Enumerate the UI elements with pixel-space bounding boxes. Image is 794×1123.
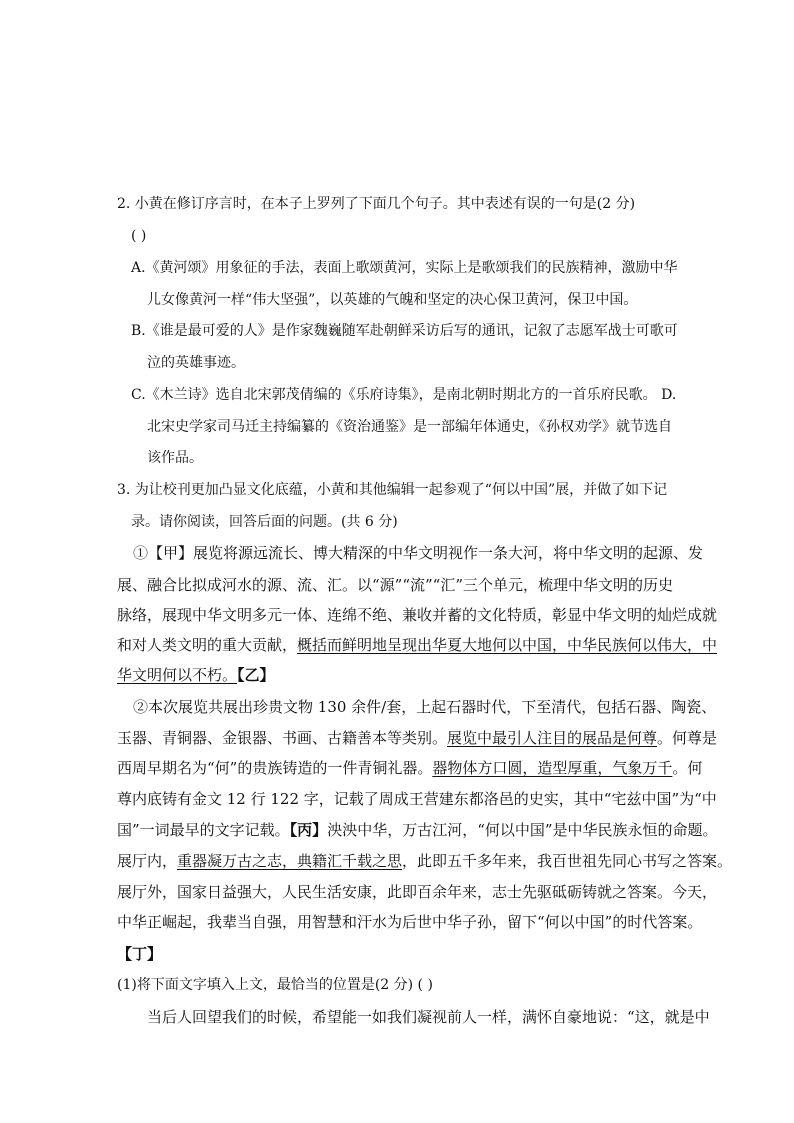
marker-bing: 【丙】 [289,821,328,839]
passage-p2-line-6 [117,851,732,871]
quote-sentence: 当后人回望我们的时候，希望能一如我们凝视前人一样，满怀自豪地说：“这，就是中 [147,1008,710,1026]
underlined-sentence-3: 器物体方口圆，造型厚重，气象万千 [432,759,673,777]
marker-ding: 【丁】 [117,945,163,963]
passage-p2-line-2 [117,728,717,748]
option-c-line-1: C.《木兰诗》选自北宋郭茂倩编的《乐府诗集》，是南北朝时期北方的一首乐府民歌。 D. [131,387,677,403]
passage-p2-line-5-text: 国”一词最早的文字记载。 [117,821,290,839]
passage-p2-line-3-tail: 。何 [672,759,703,777]
passage-p2-line-5 [117,820,718,840]
question-2-stem: 2. 小黄在修订序言时，在本子上罗列了下面几个句子。其中表述有误的一句是(2 分) [117,196,636,212]
question-3-stem-line-1: 3. 为让校刊更加凸显文化底蕴，小黄和其他编辑一起参观了“何以中国”展，并做了如下记 [117,482,668,498]
passage-p2-line-7: 展厅外，国家日益强大，人民生活安康，此即百余年来，志士先驱砥砺铸就之答案。今天， [117,883,718,901]
question-3-stem-line-2: 录。请你阅读，回答后面的问题。(共 6 分) [131,514,398,530]
passage-p2-line-2-tail: 。何尊是 [657,729,718,747]
passage-p1-line-4 [117,635,717,655]
passage-p2-line-3 [117,758,702,778]
passage-p1-line-1: ①【甲】展览将源远流长、博大精深的中华文明视作一条大河，将中华文明的起源、发 [133,544,704,562]
passage-p2-line-6-text: 展厅内， [117,852,178,870]
passage-p1-line-2: 展、融合比拟成河水的源、流、汇。以“源”“流”“汇”三个单元，梳理中华文明的历史 [117,576,674,594]
underlined-sentence-1b: 华文明何以不朽。 [117,666,238,684]
underlined-sentence-2: 展览中最引人注目的展品是何尊 [447,729,658,747]
option-b-line-2: 泣的英雄事迹。 [147,355,245,371]
option-d-line-2: 该作品。 [147,450,203,466]
passage-p2-line-6-tail: ，此即五千多年来，我百世祖先同心书写之答案。 [402,852,733,870]
sub-question-1: (1)将下面文字填入上文，最恰当的位置是(2 分) ( ) [117,977,433,993]
underlined-sentence-1a: 概括而鲜明地呈现出华夏大地何以中国，中华民族何以伟大，中 [297,636,718,654]
passage-p1-line-3: 脉络，展现中华文明多元一体、连绵不绝、兼收并蓄的文化特质，彰显中华文明的灿烂成就 [117,606,718,624]
marker-yi: 【乙】 [237,666,275,684]
passage-p2-line-1: ②本次展览共展出珍贵文物 130 余件/套，上起石器时代，下至清代，包括石器、陶瓷、 [133,698,717,716]
underlined-sentence-4: 重器凝万古之志，典籍汇千载之思 [177,852,403,870]
passage-p2-line-5-tail: 泱泱中华，万古江河，“何以中国”是中华民族永恒的命题。 [327,821,718,839]
passage-p1-line-5 [117,665,275,685]
passage-p2-line-8: 中华正崛起，我辈当自强，用智慧和汗水为后世中华子孙，留下“何以中国”的时代答案。 [117,913,703,931]
option-b-line-1: B.《谁是最可爱的人》是作家魏巍随军赴朝鲜采访后写的通讯，记叙了志愿军战士可歌可 [131,323,678,339]
option-a-line-1: A.《黄河颂》用象征的手法，表面上歌颂黄河，实际上是歌颂我们的民族精神，激励中华 [131,260,678,276]
passage-p2-line-4: 尊内底铸有金文 12 行 122 字，记载了周成王营建东都洛邑的史实，其中“宅兹中国”为“中 [117,790,717,808]
answer-paren: ( ) [131,228,147,244]
passage-p1-line-4-text: 和对人类文明的重大贡献， [117,636,298,654]
passage-p2-line-3-text: 西周早期名为“何”的贵族铸造的一件青铜礼器。 [117,759,433,777]
option-a-line-2: 儿女像黄河一样“伟大坚强”，以英雄的气魄和坚定的决心保卫黄河，保卫中国。 [147,292,638,308]
option-d-line-1: 北宋史学家司马迁主持编纂的《资治通鉴》是一部编年体通史，《孙权劝学》就节选自 [147,419,672,435]
passage-p2-line-2-text: 玉器、青铜器、金银器、书画、古籍善本等类别。 [117,729,448,747]
